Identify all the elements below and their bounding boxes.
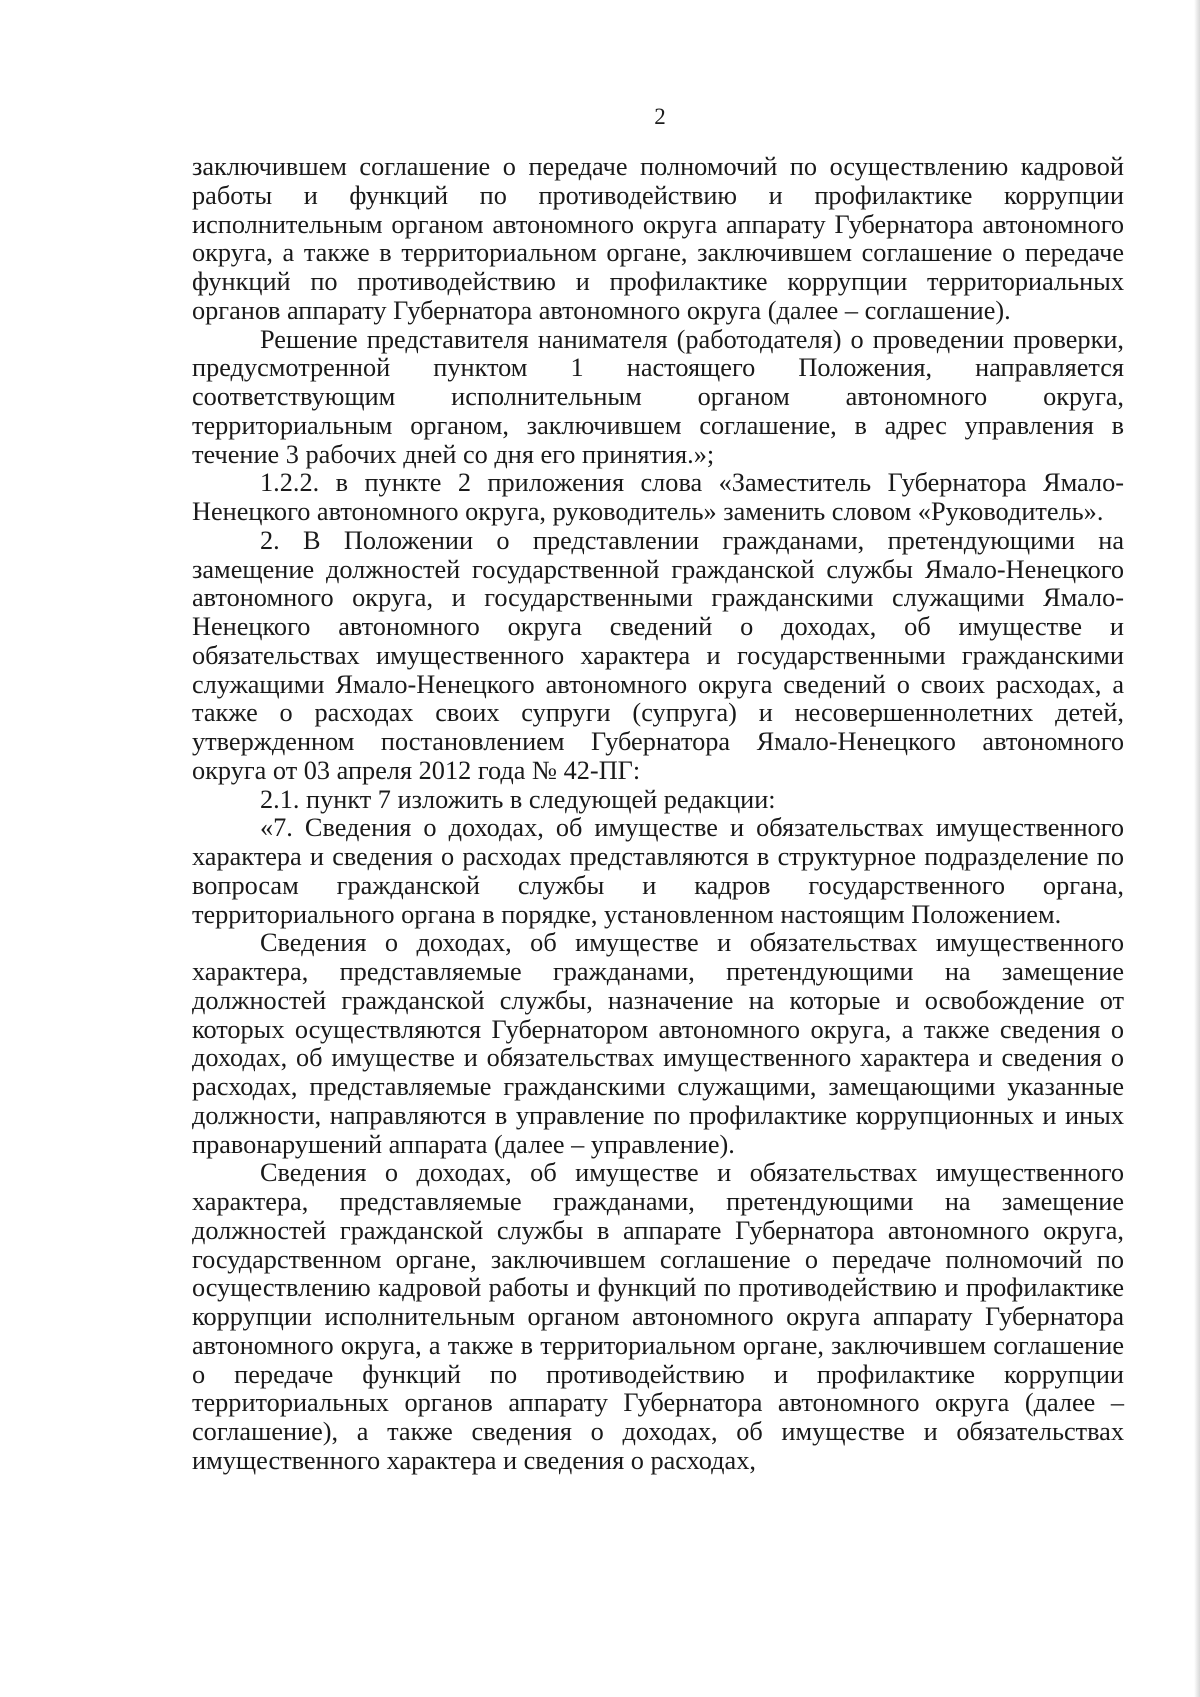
paragraph-2-1: 2.1. пункт 7 изложить в следующей редакции: [260, 784, 776, 814]
paragraph-info-apparatus: Сведения о доходах, об имуществе и обязательствах имущественного характера, представляемые гражданами, претендующими на замещение должностей гражданской службы в аппарате Губернатора автономного округа, государственном органе, заключившем соглашение о передаче полномочий по осуществлению кадровой работы и функций по противодействию и профилактике коррупции исполнительным органом автономного округа аппарату Губернатора автономного округа, а также в территориальном органе, заключившем соглашение о передаче функций по противодействию и профилактике коррупции территориальных органов аппарату Губернатора автономного округа (далее – соглашение), а также сведения о доходах, об имуществе и обязательствах имущественного характера и сведения о расходах, [192, 1158, 1124, 1475]
paragraph-continuation: заключившем соглашение о передаче полномочий по осуществлению кадровой работы и функций по противодействию и профилактике коррупции исполнительным органом автономного округа аппарату Губернатора автономного округа, а также в территориальном органе, заключившем соглашение о передаче функций по противодействию и профилактике коррупции территориальных органов аппарату Губернатора автономного округа (далее – соглашение). [192, 152, 1124, 325]
page-edge-shadow [1194, 0, 1200, 1697]
page-number: 2 [654, 104, 666, 129]
document-body [192, 153, 1124, 1476]
paragraph-1-2-2: 1.2.2. в пункте 2 приложения слова «Заместитель Губернатора Ямало-Ненецкого автономного округа, руководитель» заменить словом «Руководитель». [192, 468, 1124, 526]
paragraph-info-governor: Сведения о доходах, об имуществе и обязательствах имущественного характера, представляемые гражданами, претендующими на замещение должностей гражданской службы, назначение на которые и освобождение от которых осуществляются Губернатором автономного округа, а также сведения о доходах, об имуществе и обязательствах имущественного характера и сведения о расходах, представляемые гражданскими служащими, замещающими указанные должности, направляются в управление по профилактике коррупционных и иных правонарушений аппарата (далее – управление). [192, 928, 1124, 1159]
paragraph-decision: Решение представителя нанимателя (работодателя) о проведении проверки, предусмотренной пунктом 1 настоящего Положения, направляется соответствующим исполнительным органом автономного округа, территориальным органом, заключившем соглашение, в адрес управления в течение 3 рабочих дней со дня его принятия.»; [192, 324, 1124, 469]
paragraph-2: 2. В Положении о представлении гражданами, претендующими на замещение должностей государственной гражданской службы Ямало-Ненецкого автономного округа, и государственными гражданскими служащими Ямало-Ненецкого автономного округа сведений о доходах, об имуществе и обязательствах имущественного характера и государственными гражданскими служащими Ямало-Ненецкого автономного округа сведений о своих расходах, а также о расходах своих супруги (супруга) и несовершеннолетних детей, утвержденном постановлением Губернатора Ямало-Ненецкого автономного округа от 03 апреля 2012 года № 42-ПГ: [192, 525, 1124, 785]
paragraph-point-7: «7. Сведения о доходах, об имуществе и обязательствах имущественного характера и сведения о расходах представляются в структурное подразделение по вопросам гражданской службы и кадров государственного органа, территориального органа в порядке, установленном настоящим Положением. [192, 813, 1124, 929]
